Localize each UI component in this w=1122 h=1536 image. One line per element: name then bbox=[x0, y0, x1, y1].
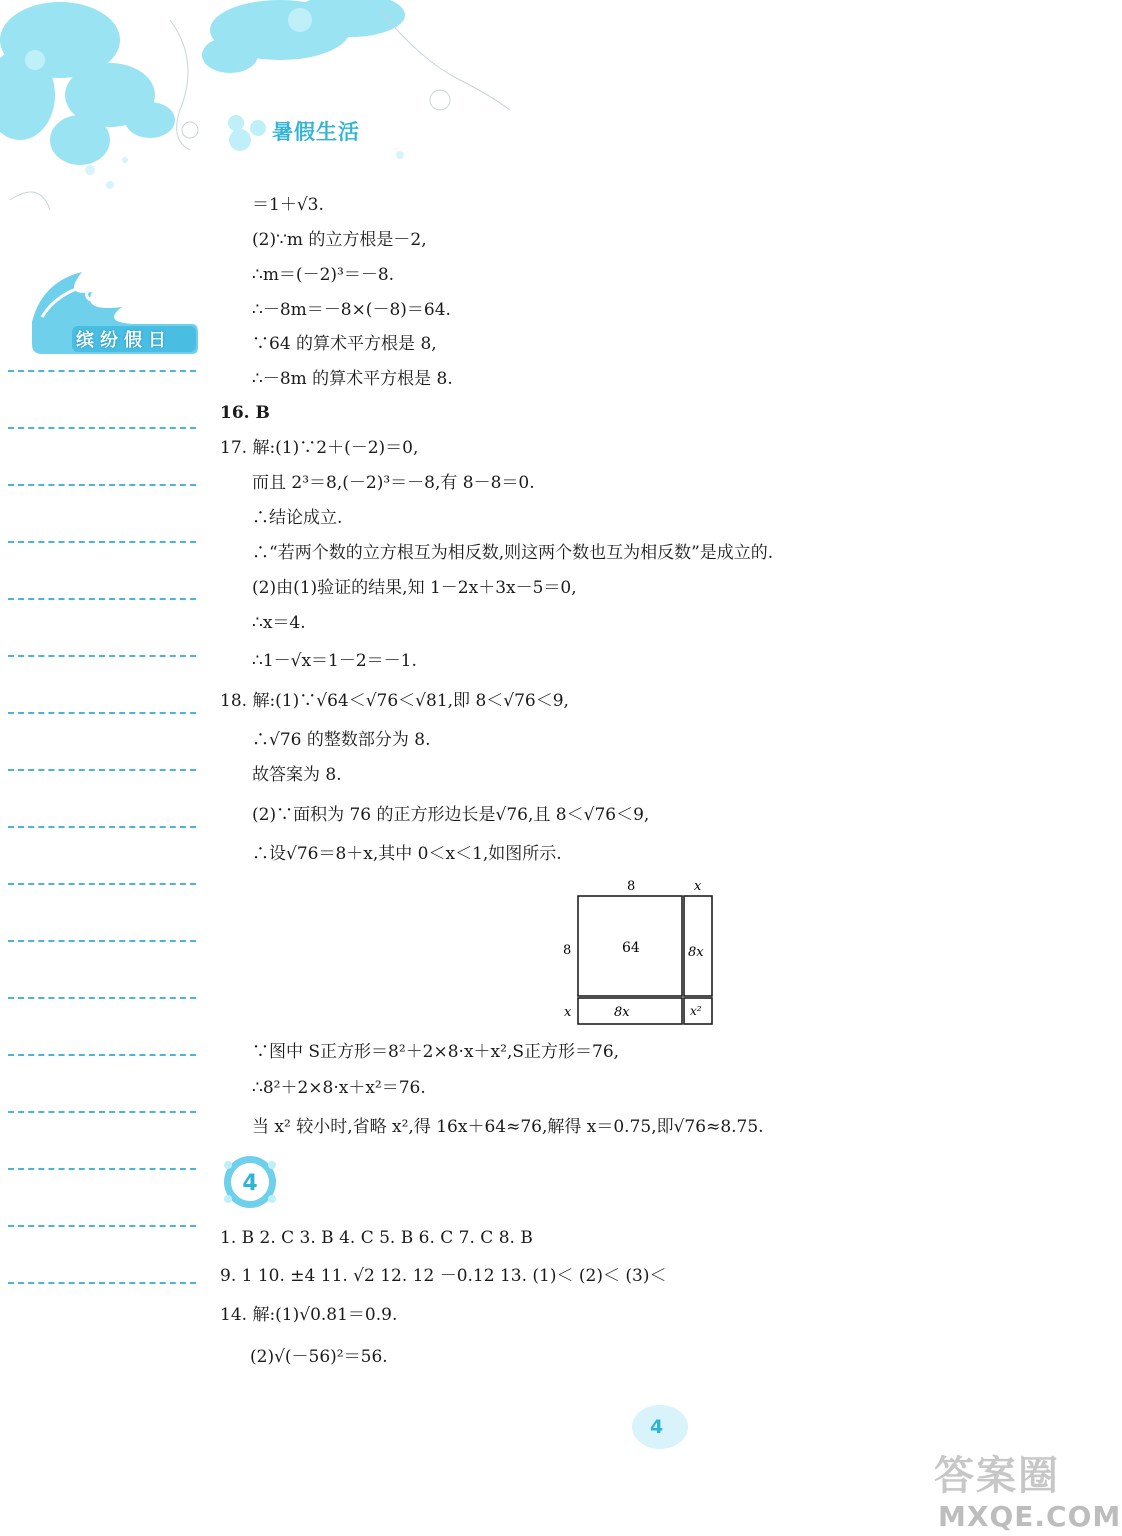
header-title: 暑假生活 bbox=[272, 120, 360, 144]
sidebar-badge-label: 缤纷假日 bbox=[76, 330, 172, 351]
note-line bbox=[8, 940, 196, 942]
watermark-site-text: MXQE.COM bbox=[938, 1500, 1122, 1533]
problem-heading: 17. 解:(1)∵2＋(－2)＝0, bbox=[220, 438, 419, 458]
diagram-cell-8x-right: 8x bbox=[688, 945, 704, 960]
solution-line: ∴－8m＝－8×(－8)＝64. bbox=[252, 300, 451, 320]
note-line bbox=[8, 712, 196, 714]
square-area-diagram bbox=[560, 876, 720, 1026]
solution-line: 当 x² 较小时,省略 x²,得 16x＋64≈76,解得 x＝0.75,即√76≈8.75. bbox=[252, 1117, 764, 1137]
note-line bbox=[8, 655, 196, 657]
diagram-cell-8x-bottom: 8x bbox=[614, 1005, 630, 1020]
note-line bbox=[8, 484, 196, 486]
solution-line: (2)√(－56)²＝56. bbox=[250, 1347, 388, 1367]
solution-line: ∴m＝(－2)³＝－8. bbox=[252, 265, 395, 285]
note-line bbox=[8, 1225, 196, 1227]
note-line bbox=[8, 826, 196, 828]
diagram-label-left-x: x bbox=[564, 1005, 572, 1020]
page-number: 4 bbox=[650, 1416, 664, 1438]
note-line bbox=[8, 427, 196, 429]
note-line bbox=[8, 1168, 196, 1170]
watermark-logo-text: 答案圈 bbox=[934, 1453, 1060, 1499]
problem-heading: 18. 解:(1)∵√64＜√76＜√81,即 8＜√76＜9, bbox=[220, 691, 569, 711]
solution-line: (2)∵m 的立方根是－2, bbox=[252, 230, 427, 250]
solution-line: ∴结论成立. bbox=[252, 508, 343, 528]
note-line bbox=[8, 598, 196, 600]
note-line bbox=[8, 1282, 196, 1284]
solution-line: ∵64 的算术平方根是 8, bbox=[252, 334, 437, 354]
solution-line: 故答案为 8. bbox=[252, 765, 342, 785]
solution-line: ＝1＋√3. bbox=[252, 195, 324, 215]
solution-line: 而且 2³＝8,(－2)³＝－8,有 8－8＝0. bbox=[252, 473, 535, 493]
problem-heading: 14. 解:(1)√0.81＝0.9. bbox=[220, 1305, 398, 1325]
solution-line: ∴设√76＝8＋x,其中 0＜x＜1,如图所示. bbox=[252, 844, 562, 864]
solution-line: ∴“若两个数的立方根互为相反数,则这两个数也互为相反数”是成立的. bbox=[252, 543, 774, 563]
answers-row-fill: 9. 1 10. ±4 11. √2 12. 12 －0.12 13. (1)＜ (2)＜ (3)＜ bbox=[220, 1266, 667, 1286]
solution-line: ∵图中 S正方形＝8²＋2×8·x＋x²,S正方形＝76, bbox=[252, 1042, 620, 1062]
note-line bbox=[8, 1111, 196, 1113]
answers-row-choice: 1. B 2. C 3. B 4. C 5. B 6. C 7. C 8. B bbox=[220, 1228, 533, 1248]
note-line bbox=[8, 997, 196, 999]
solution-line: (2)∵面积为 76 的正方形边长是√76,且 8＜√76＜9, bbox=[252, 805, 650, 825]
solution-line: (2)由(1)验证的结果,知 1－2x＋3x－5＝0, bbox=[252, 578, 577, 598]
diagram-label-left-8: 8 bbox=[563, 943, 572, 958]
solution-line: ∴8²＋2×8·x＋x²＝76. bbox=[252, 1078, 426, 1098]
section-number: 4 bbox=[242, 1171, 258, 1196]
note-line bbox=[8, 769, 196, 771]
diagram-label-top-x: x bbox=[694, 879, 702, 894]
solution-line: ∴－8m 的算术平方根是 8. bbox=[252, 369, 453, 389]
diagram-label-top-8: 8 bbox=[627, 879, 636, 894]
note-line bbox=[8, 883, 196, 885]
answer-line: 16. B bbox=[220, 403, 270, 423]
solution-line: ∴1－√x＝1－2＝－1. bbox=[252, 651, 417, 671]
solution-line: ∴x＝4. bbox=[252, 613, 306, 633]
solution-line: ∴√76 的整数部分为 8. bbox=[252, 730, 431, 750]
strip-8x-bottom-cell bbox=[578, 998, 682, 1024]
diagram-cell-64: 64 bbox=[622, 940, 640, 956]
section-number-badge bbox=[218, 1155, 282, 1209]
diagram-cell-x2: x² bbox=[690, 1004, 702, 1018]
note-line bbox=[8, 370, 196, 372]
note-line bbox=[8, 1054, 196, 1056]
note-line bbox=[8, 541, 196, 543]
